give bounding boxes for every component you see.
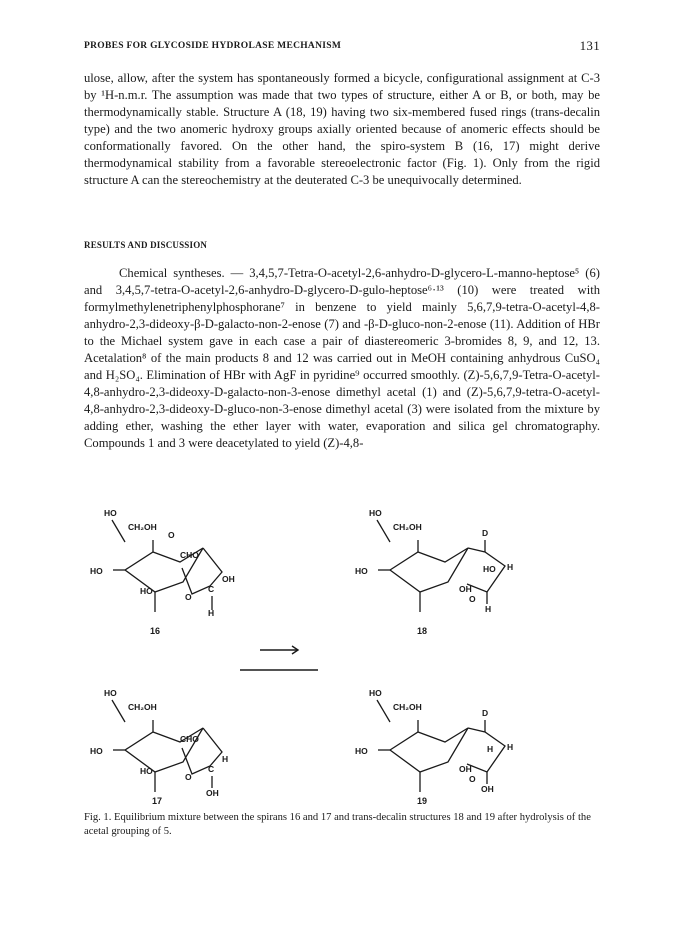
h-right-19: H [507, 742, 514, 752]
ch2oh-16: CH₂OH [128, 522, 157, 532]
ch2oh-18: CH₂OH [393, 522, 422, 532]
cho-17: CHO [180, 734, 199, 744]
o-ring-17: O [185, 772, 192, 782]
structure-17 [90, 688, 228, 805]
h-17: H [222, 754, 229, 764]
c-16: C [208, 584, 215, 594]
o-16: O [168, 530, 175, 540]
ho-bottom-16: HO [140, 586, 153, 596]
ch2oh-19: CH₂OH [393, 702, 422, 712]
ho-top-18: HO [369, 508, 382, 518]
page-number: 131 [579, 38, 600, 53]
section-heading: RESULTS AND DISCUSSION [84, 240, 208, 250]
ho-left-18: HO [355, 566, 368, 576]
o-ring-16: O [185, 592, 192, 602]
structure-19 [355, 688, 513, 805]
ch2oh-17: CH₂OH [128, 702, 157, 712]
synthesis-paragraph: Chemical syntheses. — 3,4,5,7-Tetra-O-acetyl-2,6-anhydro-D-glycero-L-manno-heptose⁵ (6) and 3,4,5,7-tetra-O-acetyl-2,6-anhydro-D-glycero-D-gulo-heptose⁶·¹³ (10) were treated with formylmethylenetriphenylphosphorane⁷ in benzene to yield mainly 5,6,7,9-tetra-O-acetyl-4,8-anhydro-2,3-dideoxy-β-D-galacto-non-2-enose (7) and -β-D-gluco-non-2-enose (11). Addition of HBr to the Michael system gave in each case a pair of diastereomeric 3-bromides 8, 9, and 12, 13. Acetalation⁸ of the main products 8 and 12 was carried out in MeOH containing anhydrous CuSO₄ and H₂SO₄. Elimination of HBr with AgF in pyridine⁹ occurred smoothly. (Z)-5,6,7,9-Tetra-O-acetyl-4,8-anhydro-2,3-dideoxy-D-galacto-non-3-enose dimethyl acetal (1) and (Z)-5,6,7,9-tetra-O-acetyl-4,8-anhydro-2,3-dideoxy-D-gluco-non-3-enose dimethyl acetal (3) were isolated from the mixture by adding ether, washing the ether layer with water, evaporation and silica gel chromatography. Compounds 1 and 3 were deacetylated to yield (Z)-4,8- [84, 266, 600, 450]
o-18: O [469, 594, 476, 604]
structures-diagram [80, 500, 600, 805]
c-17: C [208, 764, 215, 774]
cho-16: CHO [180, 550, 199, 560]
h-inner-19: H [487, 744, 494, 754]
oh-18: OH [459, 584, 472, 594]
intro-paragraph: ulose, allow, after the system has spontaneously formed a bicycle, configurational assignment at C-3 by ¹H-n.m.r. The assumption was made that two types of structure, either A or B, or both, may be thermodynamically stable. Structure A (18, 19) having two six-membered fused rings (trans-decalin type) and the two anomeric hydroxy groups axially oriented because of anomeric effects should be conformationally favored. On the other hand, the spiro-system B (16, 17) might derive thermodynamical stability from a favorable stereoelectronic factor (Fig. 1). Only from the rigid structure A can the stereochemistry at the deuterated C-3 be unequivocally determined. [84, 71, 600, 187]
h-16: H [208, 608, 215, 618]
ho-left-16: HO [90, 566, 103, 576]
ho-top-19: HO [369, 688, 382, 698]
structure-16 [90, 508, 235, 636]
figure-1 [80, 500, 600, 805]
o-19: O [469, 774, 476, 784]
ho-ring-18: HO [483, 564, 496, 574]
running-title: PROBES FOR GLYCOSIDE HYDROLASE MECHANISM [84, 41, 342, 51]
ho-left-17: HO [90, 746, 103, 756]
oh-17: OH [206, 788, 219, 798]
h-18: H [485, 604, 492, 614]
d-19: D [482, 708, 489, 718]
label-16: 16 [150, 626, 161, 636]
label-18: 18 [417, 626, 428, 636]
oh-19: OH [481, 784, 494, 794]
d-18: D [482, 528, 489, 538]
label-17: 17 [152, 796, 163, 805]
ho-top-17: HO [104, 688, 117, 698]
h-right-18: H [507, 562, 514, 572]
ho-bottom-17: HO [140, 766, 153, 776]
ho-left-19: HO [355, 746, 368, 756]
running-header [84, 40, 600, 54]
equilibrium-arrows [240, 646, 318, 670]
ho-top-16: HO [104, 508, 117, 518]
oh-ring-19: OH [459, 764, 472, 774]
label-19: 19 [417, 796, 428, 805]
structure-18 [355, 508, 513, 636]
oh-16: OH [222, 574, 235, 584]
figure-caption: Fig. 1. Equilibrium mixture between the spirans 16 and 17 and trans-decalin structures 18 and 19 after hydrolysis of the acetal grouping of 5. [84, 812, 591, 837]
